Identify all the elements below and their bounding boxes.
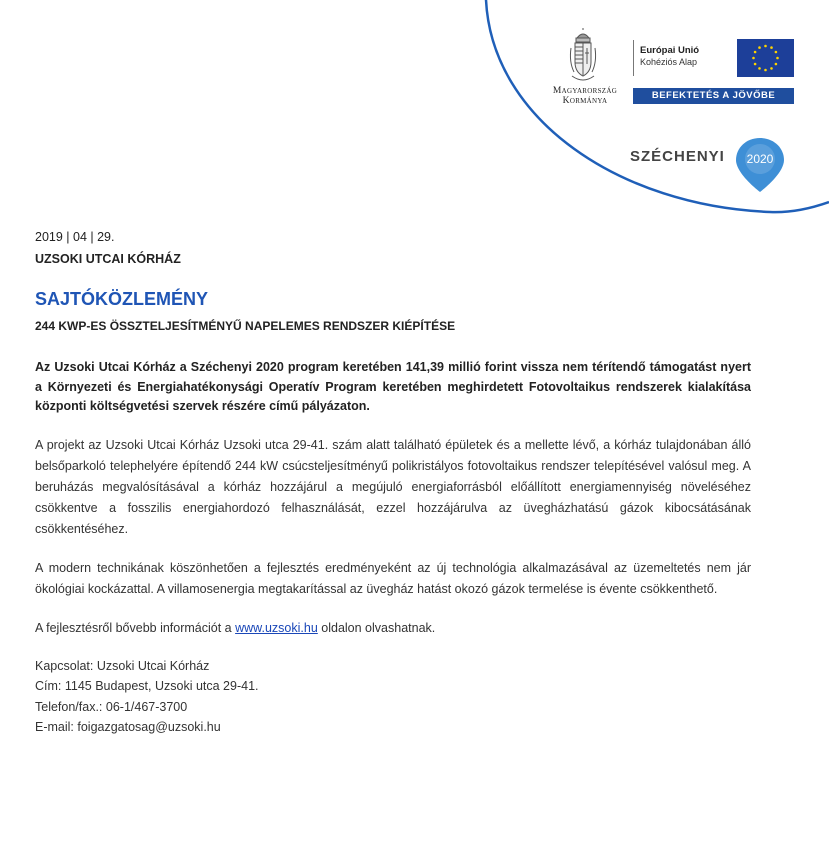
info-suffix: oldalon olvashatnak. xyxy=(317,620,436,635)
szechenyi-logo-text: SZÉCHENYI xyxy=(630,148,725,165)
technology-paragraph: A modern technikának köszönhetően a fejlesztés eredményeként az új technológia alkalmazásával az üzemeltetés nem jár ökológiai kockázattal. A villamosenergia megtakarítással az üvegház hatást okozó gázok termelése is évente csökkenthető. xyxy=(35,560,751,596)
press-release-subtitle: 244 KWP-ES ÖSSZTELJESÍTMÉNYŰ NAPELEMES RENDSZER KIÉPÍTÉSE xyxy=(35,319,456,333)
contact-line-phone: Telefon/fax.: 06-1/467-3700 xyxy=(35,699,188,714)
release-date: 2019 | 04 | 29. xyxy=(35,230,115,244)
hungarian-coat-of-arms-icon xyxy=(568,28,598,86)
logo-divider xyxy=(633,40,634,76)
invest-slogan-banner: BEFEKTETÉS A JÖVŐBE xyxy=(633,88,794,104)
contact-line-email: E-mail: foigazgatosag@uzsoki.hu xyxy=(35,720,221,734)
hu-gov-line1: Magyarország xyxy=(552,86,618,96)
project-paragraph: A projekt az Uzsoki Utcai Kórház Uzsoki utca 29-41. szám alatt található épületek és a mellette lévő, a kórház tulajdonában álló belsőparkoló telephelyére építendő 244 kW csúcsteljesítményű polikristályos fotovoltaikus rendszer telepítésével valósul meg. A beruházás megvalósításával a kórház hozzájárul a megújuló energiaforrásból előállított energiamennyiség növeléséhez csökkentve a fosszilis energiahordozó felhasználását, ezzel hozzájárulva az üvegházhatású gázok kibocsátásának csökkentéséhez. xyxy=(35,437,751,536)
info-prefix: A fejlesztésről bővebb információt a xyxy=(35,620,236,635)
info-paragraph xyxy=(35,618,751,639)
szechenyi-2020-pin-icon xyxy=(730,136,790,196)
website-link[interactable]: www.uzsoki.hu xyxy=(235,620,318,635)
lead-paragraph: Az Uzsoki Utcai Kórház a Széchenyi 2020 program keretében 141,39 millió forint vissza nem térítendő támogatást nyert a Környezeti és Energiahatékonysági Operatív Program keretében meghirdetett Fotovoltaikus rendszerek kialakítása központi költségvetési szervek részére című pályázaton. xyxy=(35,360,751,413)
contact-block xyxy=(35,656,751,738)
press-release-body xyxy=(35,228,751,738)
eu-flag-icon xyxy=(737,39,794,77)
hu-gov-line2: Kormánya xyxy=(562,96,608,106)
organization-name: UZSOKI UTCAI KÓRHÁZ xyxy=(35,252,181,266)
contact-line-organization: Kapcsolat: Uzsoki Utcai Kórház xyxy=(35,658,210,673)
press-release-title: SAJTÓKÖZLEMÉNY xyxy=(35,289,209,309)
eu-fund-name: Kohéziós Alap xyxy=(640,57,698,67)
eu-name: Európai Unió xyxy=(640,45,700,56)
szechenyi-year: 2020 xyxy=(746,152,774,166)
contact-line-address: Cím: 1145 Budapest, Uzsoki utca 29-41. xyxy=(35,679,259,693)
hungarian-government-logo-text xyxy=(543,86,627,106)
